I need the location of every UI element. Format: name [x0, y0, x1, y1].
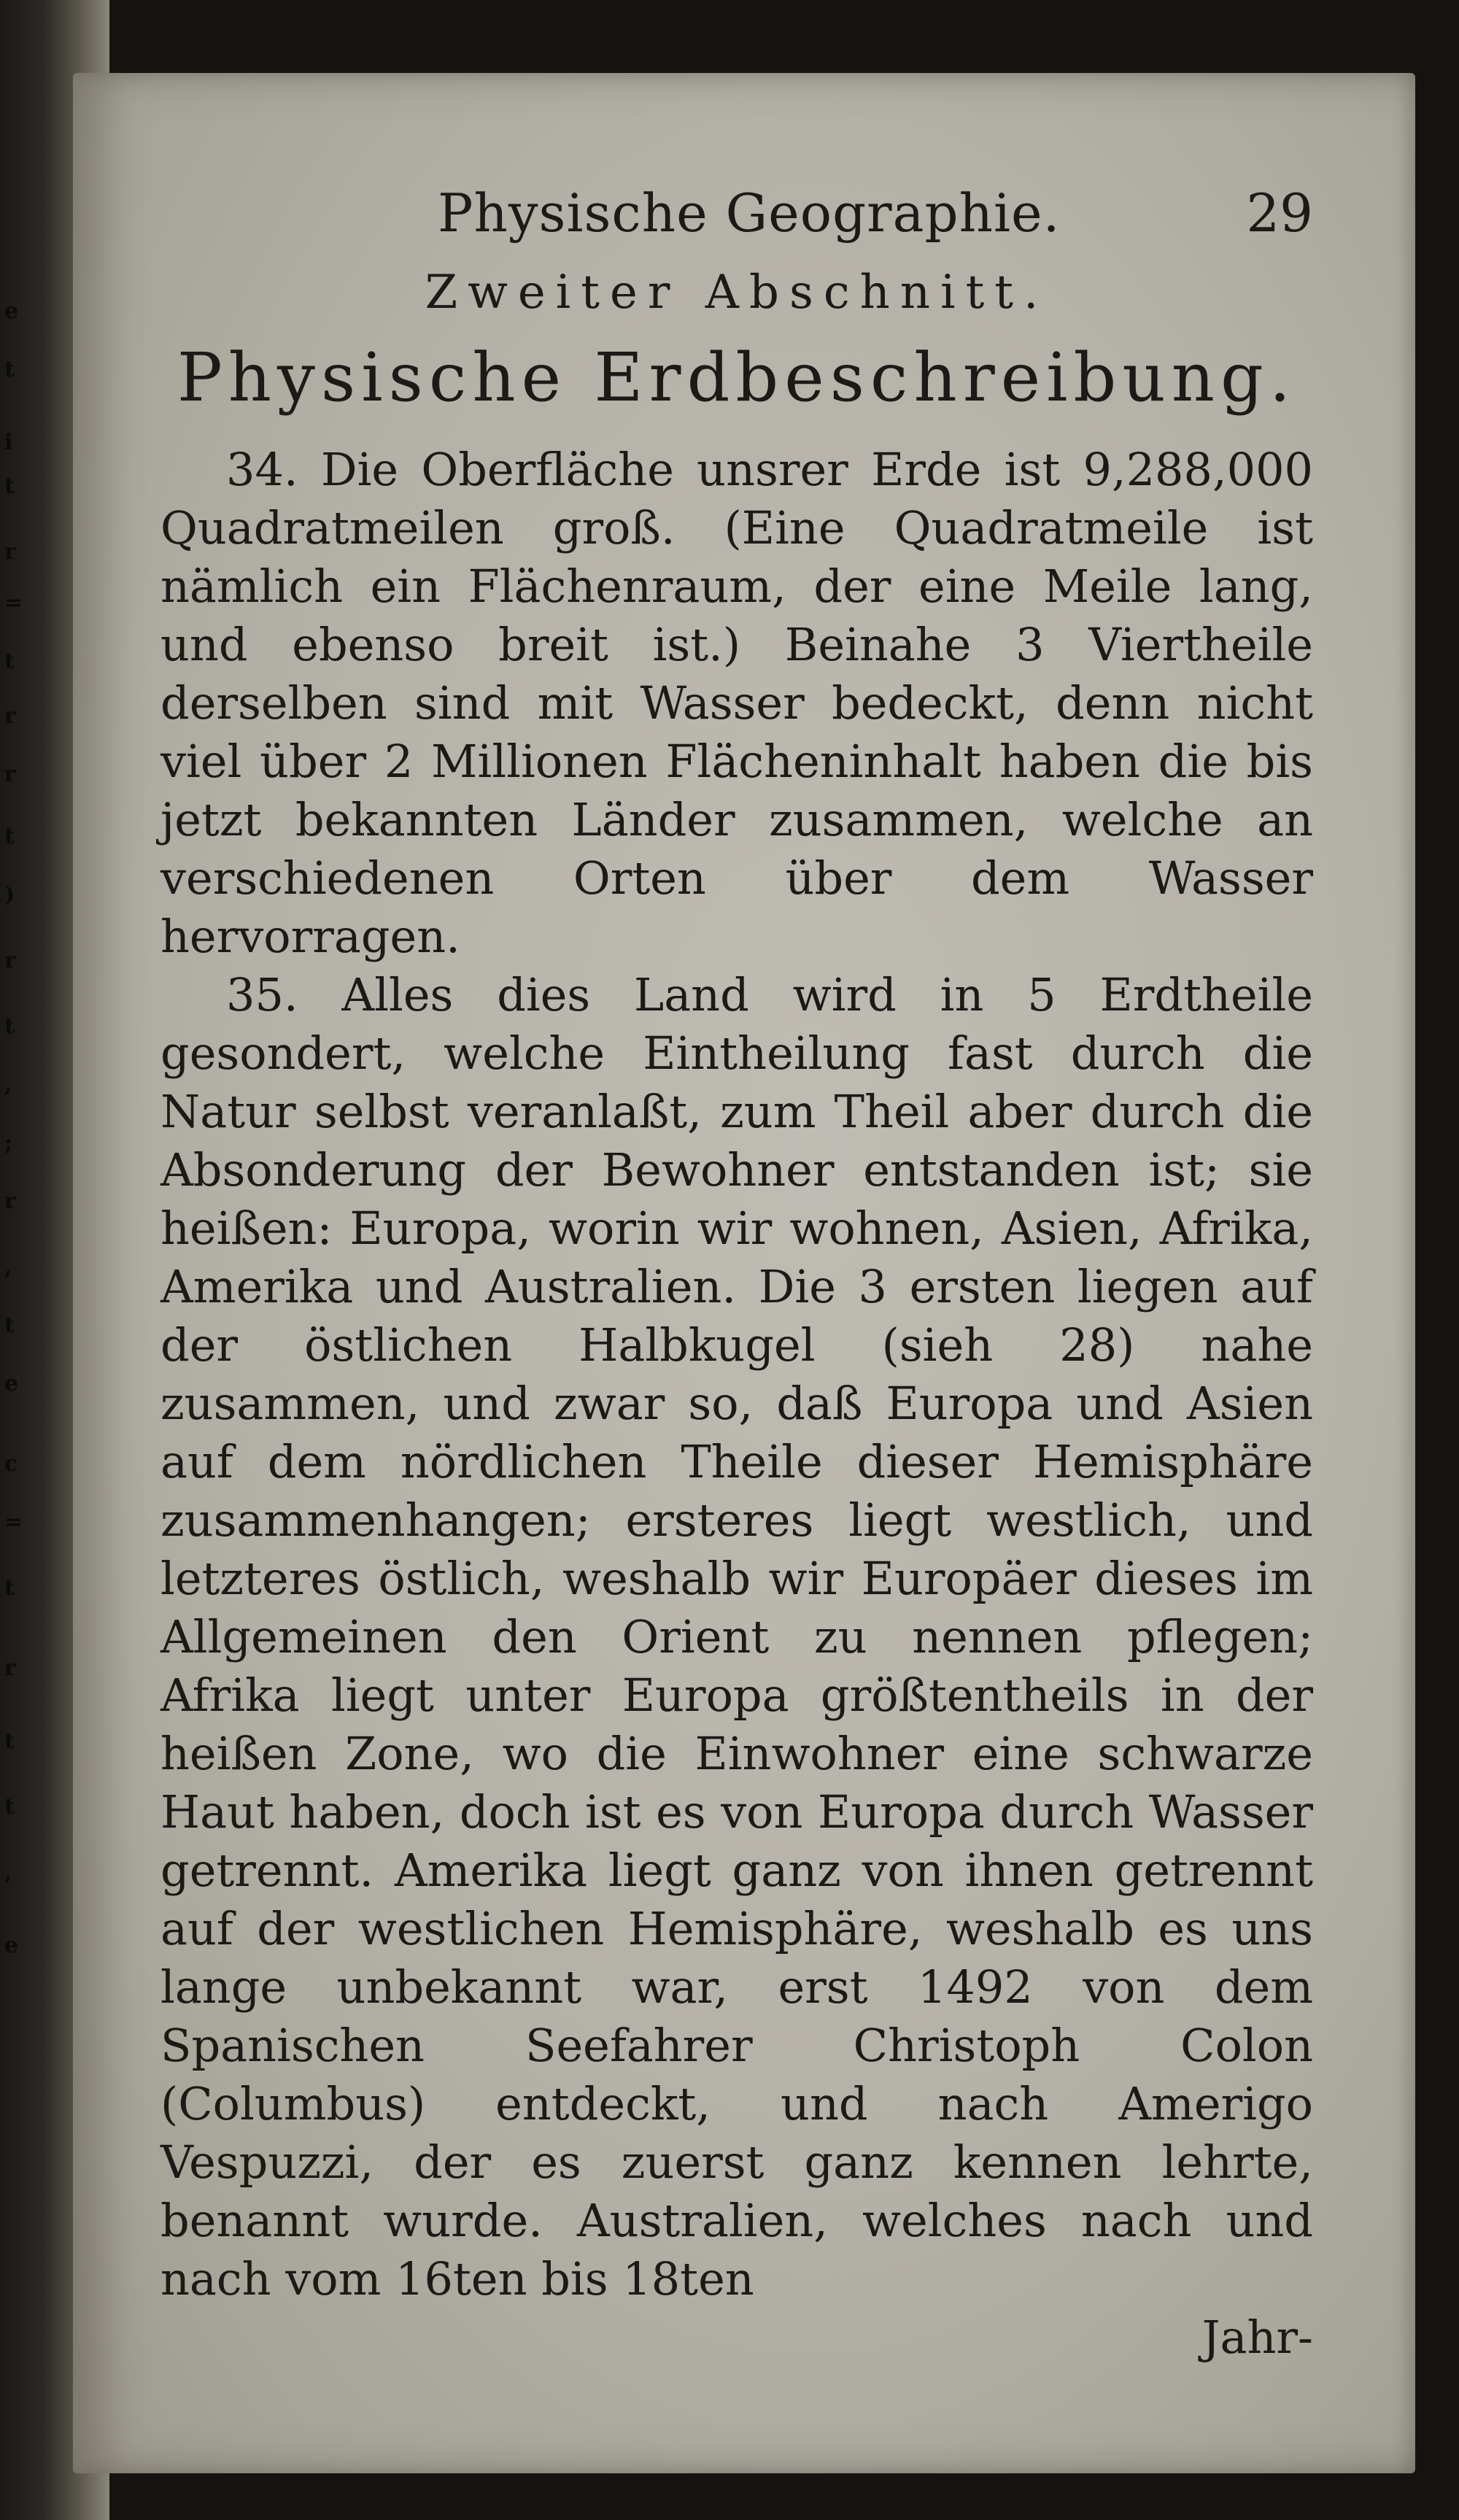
running-head-title: Physische Geographie. [438, 182, 1061, 244]
bleed-mark: ; [4, 1130, 13, 1156]
paragraph-35: 35. Alles dies Land wird in 5 Erdtheile gesondert, welche Eintheilung fast durch die Natur selbst veranlaßt, zum Theil aber durch die Absonderung der Bewohner entstanden ist; sie heißen: Europa, worin wir wohnen, Asien, Afrika, Amerika und Australien. Die 3 ersten liegen auf der östlichen Halbkugel (sieh 28) nahe zusammen, und zwar so, daß Europa und Asien auf dem nördlichen Theile dieser Hemisphäre zusammenhangen; ersteres liegt westlich, und letzteres östlich, weshalb wir Europäer dieses im Allgemeinen den Orient zu nennen pflegen; Afrika liegt unter Europa größtentheils in der heißen Zone, wo die Einwohner eine schwarze Haut haben, doch ist es von Europa durch Wasser getrennt. Amerika liegt ganz von ihnen getrennt auf der westlichen Hemisphäre, weshalb es uns lange unbekannt war, erst 1492 von dem Spanischen Seefahrer Christoph Colon (Columbus) entdeckt, und nach Amerigo Vespuzzi, der es zuerst ganz kennen lehrte, benannt wurde. Australien, welches nach und nach vom 16ten bis 18ten [160, 968, 1313, 2306]
bleed-mark: , [4, 1072, 12, 1097]
bleed-mark: t [4, 1313, 15, 1338]
bleed-mark: r [4, 1189, 16, 1214]
section-label: Zweiter Abschnitt. [425, 266, 1049, 320]
bleed-mark: t [4, 1575, 15, 1601]
bleed-mark: , [4, 1254, 12, 1280]
bleed-mark: t [4, 824, 15, 849]
bleed-mark: c [4, 1451, 18, 1477]
paragraph-34: 34. Die Oberfläche unsrer Erde ist 9,288,000 Quadratmeilen groß. (Eine Quadratmeile ist nämlich ein Flächenraum, der eine Meile lang, und ebenso breit ist.) Beinahe 3 Viertheile derselben sind mit Wasser bedeckt, denn nicht viel über 2 Millionen Flächeninhalt haben die bis jetzt bekannten Länder zusammen, welche an verschiedenen Orten über dem Wasser hervorragen. [160, 443, 1313, 963]
bleed-mark: t [4, 1728, 15, 1754]
bleed-mark: r [4, 539, 16, 565]
bleed-mark: ) [4, 882, 15, 908]
bleed-mark: r [4, 1655, 16, 1681]
bleed-mark: t [4, 1794, 15, 1820]
bleed-mark: e [4, 298, 19, 324]
catchword: Jahr- [1201, 2311, 1313, 2364]
bleed-mark: t [4, 1013, 15, 1039]
bleed-mark: t [4, 474, 15, 499]
bleed-mark: , [4, 1860, 12, 1885]
bleed-mark: i [4, 430, 13, 455]
bleed-mark: r [4, 703, 16, 729]
bleed-mark: r [4, 762, 16, 787]
bleed-mark: e [4, 1371, 19, 1396]
bleed-mark: t [4, 357, 15, 382]
bleed-mark: t [4, 649, 15, 674]
bleed-mark: = [4, 1510, 23, 1535]
book-page [73, 73, 1415, 2473]
bleed-mark: e [4, 1933, 19, 1958]
page-text-block [160, 182, 1313, 2364]
running-head [160, 182, 1313, 263]
section-title: Physische Erdbeschreibung. [177, 339, 1297, 417]
bleed-mark: r [4, 948, 16, 973]
page-number: 29 [1246, 182, 1313, 244]
bleed-mark: = [4, 590, 23, 616]
